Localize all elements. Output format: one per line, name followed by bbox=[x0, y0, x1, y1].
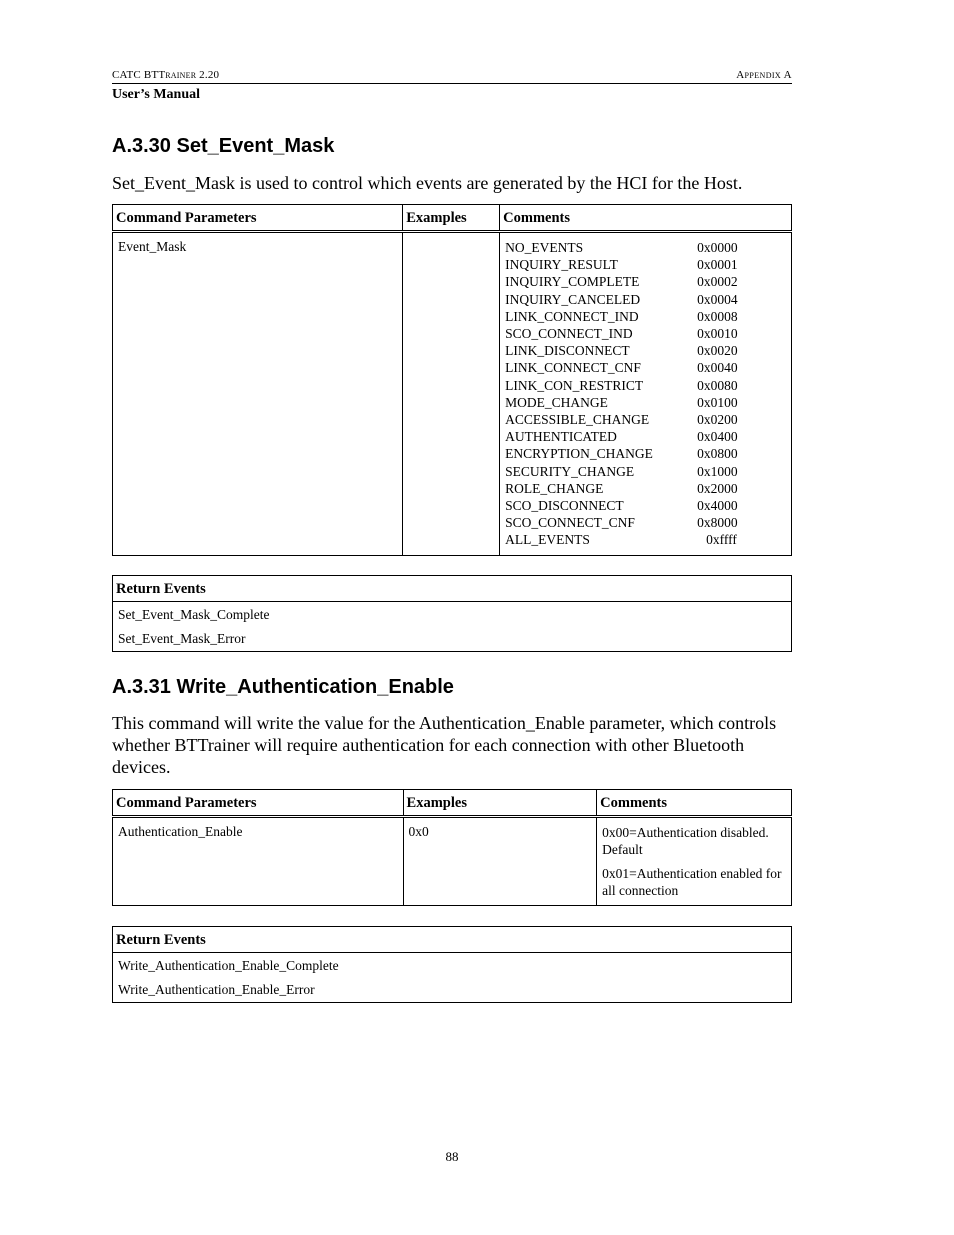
header-appendix: Appendix A bbox=[736, 69, 792, 81]
event-value: 0x0001 bbox=[697, 257, 738, 273]
event-value: 0x0200 bbox=[697, 412, 738, 428]
example-cell bbox=[403, 232, 500, 556]
event-value: 0x0040 bbox=[697, 360, 738, 376]
column-header-comments: Comments bbox=[500, 205, 792, 232]
return-event-item: Set_Event_Mask_Complete bbox=[113, 602, 792, 628]
event-value: 0x0100 bbox=[697, 394, 738, 410]
comment-paragraph: 0x01=Authentication enabled for all connection bbox=[602, 866, 782, 898]
event-name: ALL_EVENTS bbox=[505, 532, 590, 548]
event-value: 0x4000 bbox=[697, 498, 738, 514]
running-header bbox=[112, 66, 792, 103]
event-mask-list bbox=[505, 239, 786, 549]
event-name: LINK_CONNECT_CNF bbox=[505, 360, 641, 376]
column-header-comments: Comments bbox=[597, 790, 792, 817]
section-heading-set-event-mask: A.3.30 Set_Event_Mask bbox=[112, 135, 335, 157]
event-name: SECURITY_CHANGE bbox=[505, 463, 635, 479]
return-events-table-set-event-mask bbox=[112, 575, 792, 652]
event-name: ACCESSIBLE_CHANGE bbox=[505, 412, 650, 428]
event-name: LINK_CON_RESTRICT bbox=[505, 377, 644, 393]
table-header-row bbox=[113, 790, 792, 817]
section-intro-set-event-mask: Set_Event_Mask is used to control which events are generated by the HCI for the Host. bbox=[112, 173, 743, 193]
event-value: 0x2000 bbox=[697, 480, 738, 496]
event-name: SCO_CONNECT_CNF bbox=[505, 515, 635, 531]
table-row bbox=[113, 232, 792, 556]
command-parameters-table-write-authentication-enable bbox=[112, 789, 792, 906]
event-value: 0x0400 bbox=[697, 429, 738, 445]
example-cell: 0x0 bbox=[403, 817, 597, 906]
event-value: 0x0010 bbox=[697, 326, 738, 342]
event-name: ENCRYPTION_CHANGE bbox=[505, 446, 653, 462]
table-header-row bbox=[113, 205, 792, 232]
event-name: AUTHENTICATED bbox=[505, 429, 617, 445]
command-parameters-table-set-event-mask bbox=[112, 204, 792, 556]
page-number: 88 bbox=[445, 1149, 459, 1164]
event-value: 0x8000 bbox=[697, 515, 738, 531]
return-events-header: Return Events bbox=[113, 927, 792, 953]
event-value: 0x0008 bbox=[697, 308, 738, 324]
event-name: SCO_CONNECT_IND bbox=[505, 326, 633, 342]
event-name: INQUIRY_CANCELED bbox=[505, 291, 641, 307]
return-events-table-write-authentication-enable bbox=[112, 926, 792, 1003]
section-heading-write-authentication-enable: A.3.31 Write_Authentication_Enable bbox=[112, 676, 454, 698]
header-product: CATC BTTrainer 2.20 bbox=[112, 69, 220, 81]
event-value: 0x0020 bbox=[697, 343, 738, 359]
return-event-item: Set_Event_Mask_Error bbox=[113, 627, 792, 652]
event-name: ROLE_CHANGE bbox=[505, 480, 604, 496]
event-value: 0x0080 bbox=[697, 377, 738, 393]
event-name: INQUIRY_COMPLETE bbox=[505, 274, 640, 290]
column-header-command-parameters: Command Parameters bbox=[113, 205, 403, 232]
event-value: 0x0002 bbox=[697, 274, 738, 290]
event-name: LINK_CONNECT_IND bbox=[505, 308, 639, 324]
event-value: 0x0004 bbox=[697, 291, 738, 307]
return-event-item: Write_Authentication_Enable_Error bbox=[113, 978, 792, 1003]
return-events-header: Return Events bbox=[113, 576, 792, 602]
section-intro-write-authentication-enable: This command will write the value for the Authentication_Enable parameter, which controls whether BTTrainer will require authentication for each connection with other Bluetooth devices. bbox=[112, 713, 777, 777]
event-name: NO_EVENTS bbox=[505, 240, 584, 255]
column-header-examples: Examples bbox=[403, 790, 597, 817]
column-header-command-parameters: Command Parameters bbox=[113, 790, 404, 817]
event-name: SCO_DISCONNECT bbox=[505, 498, 624, 514]
comments-cell bbox=[500, 232, 792, 556]
header-subtitle: User’s Manual bbox=[112, 87, 201, 102]
table-row bbox=[113, 817, 792, 906]
event-value: 0x0800 bbox=[697, 446, 738, 462]
event-value: 0xffff bbox=[706, 532, 737, 548]
event-name: INQUIRY_RESULT bbox=[505, 257, 618, 273]
event-name: LINK_DISCONNECT bbox=[505, 343, 630, 359]
event-value: 0x0000 bbox=[697, 240, 738, 255]
header-rule bbox=[112, 83, 792, 84]
return-event-item: Write_Authentication_Enable_Complete bbox=[113, 953, 792, 979]
param-cell: Authentication_Enable bbox=[113, 817, 404, 906]
comments-cell bbox=[597, 817, 792, 906]
param-cell: Event_Mask bbox=[113, 232, 403, 556]
event-value: 0x1000 bbox=[697, 463, 738, 479]
event-name: MODE_CHANGE bbox=[505, 394, 608, 410]
column-header-examples: Examples bbox=[403, 205, 500, 232]
comment-paragraph: 0x00=Authentication disabled. Default bbox=[602, 825, 769, 857]
